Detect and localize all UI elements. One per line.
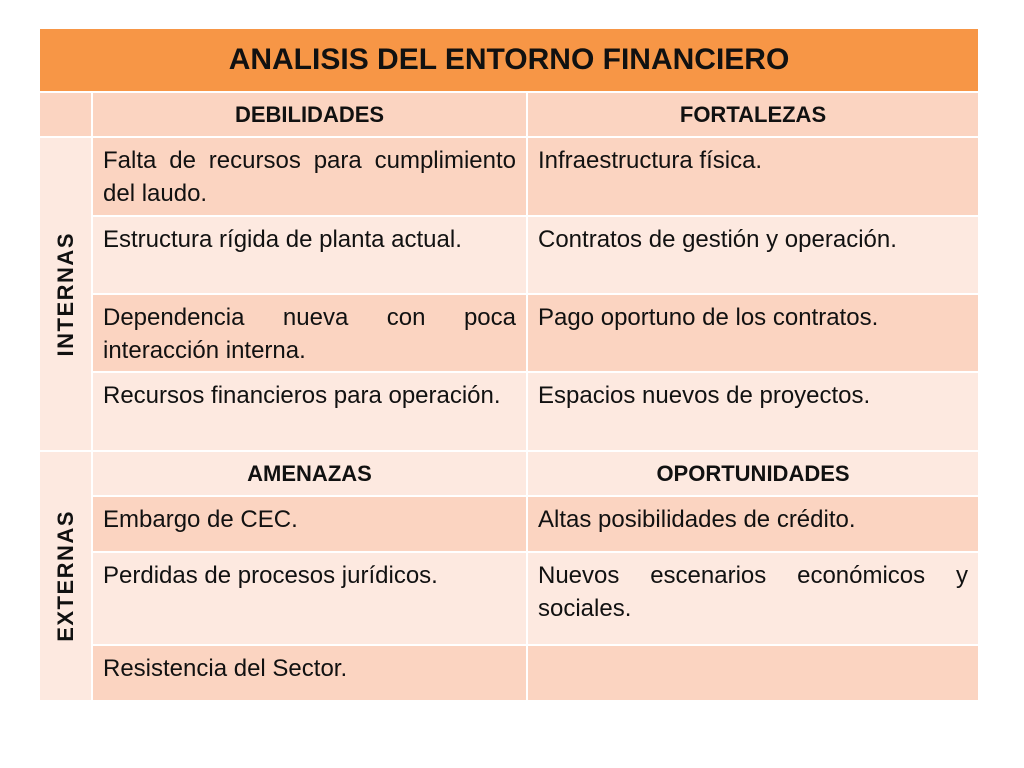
side-label-externas: EXTERNAS <box>52 510 78 642</box>
header-corner <box>40 93 93 138</box>
debilidad-cell: Estructura rígida de planta actual. <box>93 217 528 295</box>
fortaleza-cell: Infraestructura física. <box>528 138 980 217</box>
side-label-internas-cell <box>40 138 93 452</box>
side-label-internas: INTERNAS <box>52 231 78 357</box>
header-oportunidades: OPORTUNIDADES <box>528 452 980 497</box>
debilidad-cell: Dependencia nueva con poca interacción interna. <box>93 295 528 373</box>
amenaza-cell: Resistencia del Sector. <box>93 646 528 702</box>
header-amenazas: AMENAZAS <box>93 452 528 497</box>
fortaleza-cell: Pago oportuno de los contratos. <box>528 295 980 373</box>
oportunidad-cell: Altas posibilidades de crédito. <box>528 497 980 553</box>
oportunidad-cell: Nuevos escenarios económicos y sociales. <box>528 553 980 646</box>
table-title: ANALISIS DEL ENTORNO FINANCIERO <box>40 29 980 93</box>
fortaleza-cell: Contratos de gestión y operación. <box>528 217 980 295</box>
side-label-externas-cell <box>40 452 93 702</box>
oportunidad-cell <box>528 646 980 702</box>
amenaza-cell: Perdidas de procesos jurídicos. <box>93 553 528 646</box>
debilidad-cell: Recursos financieros para operación. <box>93 373 528 452</box>
header-fortalezas: FORTALEZAS <box>528 93 980 138</box>
fortaleza-cell: Espacios nuevos de proyectos. <box>528 373 980 452</box>
amenaza-cell: Embargo de CEC. <box>93 497 528 553</box>
swot-table <box>40 29 980 701</box>
debilidad-cell: Falta de recursos para cumplimiento del laudo. <box>93 138 528 217</box>
header-debilidades: DEBILIDADES <box>93 93 528 138</box>
